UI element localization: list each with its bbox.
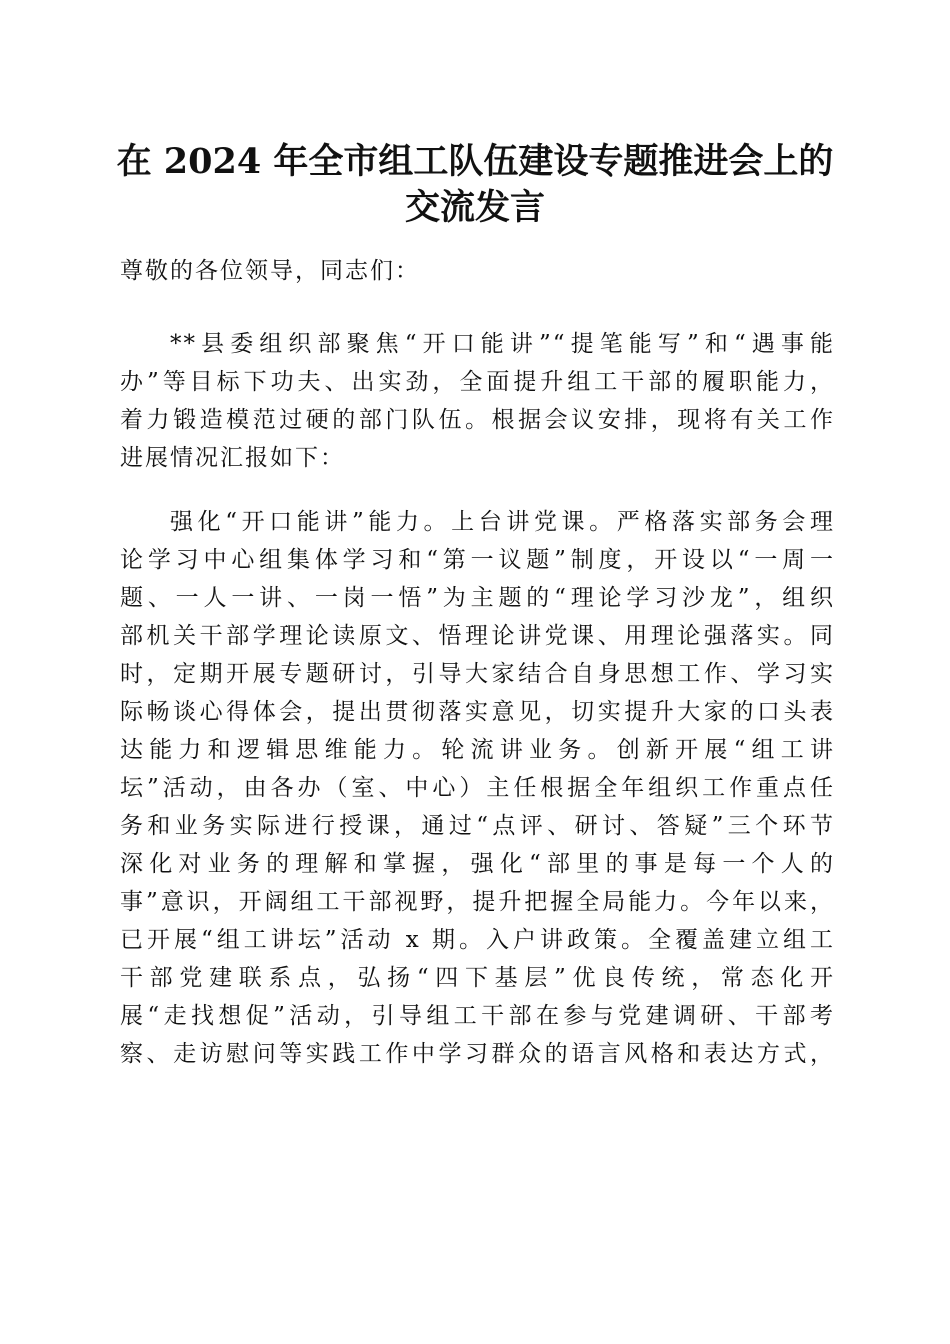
paragraph-2-line: 深化对业务的理解和掌握，强化“部里的事是每一个人的 [120,851,835,877]
paragraph-2-line: 论学习中心组集体学习和“第一议题”制度，开设以“一周一 [120,547,835,573]
document-title-line-1: 在 2024 年全市组工队伍建设专题推进会上的 [116,141,834,182]
paragraph-2-line: 察、走访慰问等实践工作中学习群众的语言风格和表达方式， [120,1041,835,1067]
paragraph-1-line: **县委组织部聚焦“开口能讲”“提笔能写”和“遇事能 [170,331,835,357]
paragraph-2-line: 强化“开口能讲”能力。上台讲党课。严格落实部务会理 [170,509,835,535]
salutation: 尊敬的各位领导，同志们： [120,258,420,284]
paragraph-2-line: 干部党建联系点，弘扬“四下基层”优良传统，常态化开 [120,965,835,991]
paragraph-2-line: 题、一人一讲、一岗一悟”为主题的“理论学习沙龙”，组织 [120,585,835,611]
document-title-line-2: 交流发言 [404,187,545,228]
paragraph-2-line: 坛”活动，由各办（室、中心）主任根据全年组织工作重点任 [120,775,835,801]
paragraph-2-line: 部机关干部学理论读原文、悟理论讲党课、用理论强落实。同 [120,623,835,649]
paragraph-2-line: 时，定期开展专题研讨，引导大家结合自身思想工作、学习实 [120,661,835,687]
paragraph-2-line: 务和业务实际进行授课，通过“点评、研讨、答疑”三个环节 [120,813,835,839]
paragraph-1-line: 进展情况汇报如下： [120,445,345,471]
paragraph-2-line: 已开展“组工讲坛”活动 x 期。入户讲政策。全覆盖建立组工 [120,927,835,953]
paragraph-2-line: 事”意识，开阔组工干部视野，提升把握全局能力。今年以来， [120,889,835,915]
paragraph-2-line: 达能力和逻辑思维能力。轮流讲业务。创新开展“组工讲 [120,737,835,763]
paragraph-2-line: 际畅谈心得体会，提出贯彻落实意见，切实提升大家的口头表 [120,699,835,725]
paragraph-2 [120,503,835,1073]
paragraph-1-line: 着力锻造模范过硬的部门队伍。根据会议安排，现将有关工作 [120,407,835,433]
paragraph-2-line: 展“走找想促”活动，引导组工干部在参与党建调研、干部考 [120,1003,835,1029]
paragraph-1 [120,325,835,477]
paragraph-1-line: 办”等目标下功夫、出实劲，全面提升组工干部的履职能力， [120,369,835,395]
